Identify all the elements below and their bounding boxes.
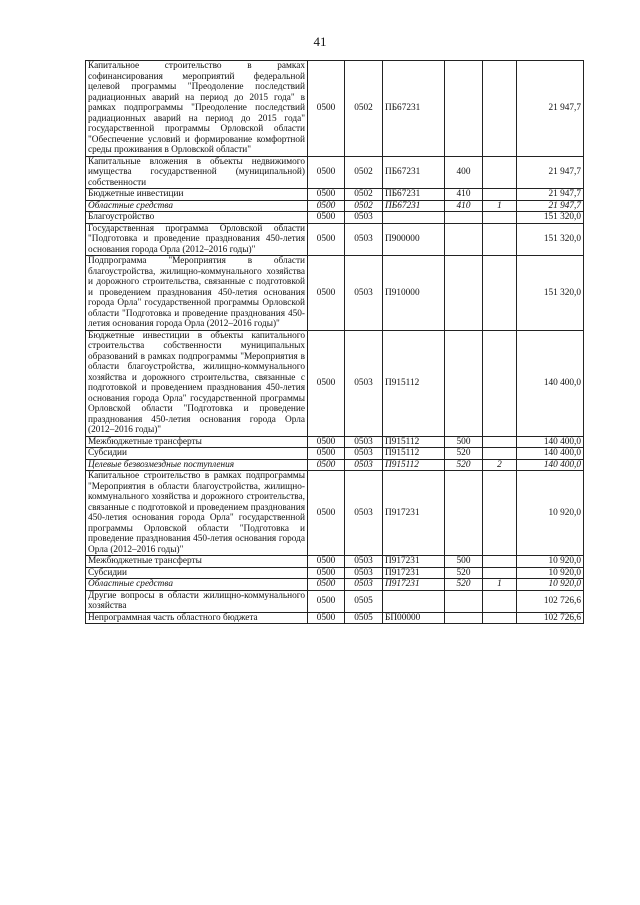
page-number: 41 — [313, 34, 327, 49]
row-expense-type: 520 — [445, 567, 483, 579]
row-target-article: П915112 — [383, 448, 445, 460]
row-target-article: П917231 — [383, 471, 445, 556]
row-expense-type — [445, 212, 483, 224]
row-target-article: БП00000 — [383, 612, 445, 624]
row-subsection-code: 0503 — [345, 330, 383, 436]
row-target-article — [383, 590, 445, 612]
row-name: Бюджетные инвестиции — [86, 189, 308, 201]
row-section-code: 0500 — [308, 471, 345, 556]
row-amount: 140 400,0 — [517, 448, 584, 460]
row-target-article: ПБ67231 — [383, 200, 445, 212]
row-name: Субсидии — [86, 448, 308, 460]
row-amount: 102 726,6 — [517, 590, 584, 612]
row-amount: 10 920,0 — [517, 579, 584, 591]
table-row — [86, 156, 584, 189]
row-name: Целевые безвозмездные поступления — [86, 459, 308, 471]
row-target-article: П900000 — [383, 223, 445, 256]
table-row — [86, 189, 584, 201]
row-name: Субсидии — [86, 567, 308, 579]
row-target-article: П915112 — [383, 459, 445, 471]
row-name: Другие вопросы в области жилищно-коммунального хозяйства — [86, 590, 308, 612]
row-expense-type: 400 — [445, 156, 483, 189]
row-expense-type: 410 — [445, 189, 483, 201]
row-source-code — [483, 471, 517, 556]
row-amount: 21 947,7 — [517, 156, 584, 189]
row-section-code: 0500 — [308, 156, 345, 189]
budget-table-body — [86, 61, 584, 624]
row-target-article: П915112 — [383, 330, 445, 436]
row-amount: 151 320,0 — [517, 223, 584, 256]
row-target-article: ПБ67231 — [383, 189, 445, 201]
row-name: Межбюджетные трансферты — [86, 436, 308, 448]
row-amount: 140 400,0 — [517, 436, 584, 448]
row-subsection-code: 0503 — [345, 436, 383, 448]
table-row — [86, 200, 584, 212]
row-section-code: 0500 — [308, 459, 345, 471]
table-row — [86, 256, 584, 331]
table-row — [86, 471, 584, 556]
row-section-code: 0500 — [308, 61, 345, 157]
table-row — [86, 459, 584, 471]
row-section-code: 0500 — [308, 590, 345, 612]
row-amount: 10 920,0 — [517, 556, 584, 568]
row-subsection-code: 0503 — [345, 556, 383, 568]
row-subsection-code: 0502 — [345, 156, 383, 189]
row-expense-type — [445, 61, 483, 157]
row-name: Бюджетные инвестиции в объекты капитального строительства собственности муниципальных образований в рамках подпрограммы "Мероприятия в области благоустройства, жилищно-коммунального хозяйства и дорожного строительства, связанные с подготовкой и проведением празднования 450-летия основания города Орла" государственной программы Орловской области "Подготовка и проведение празднования 450-летия основания города Орла (2012–2016 годы)" — [86, 330, 308, 436]
row-source-code — [483, 612, 517, 624]
row-expense-type — [445, 471, 483, 556]
row-amount: 21 947,7 — [517, 200, 584, 212]
row-source-code — [483, 189, 517, 201]
row-expense-type — [445, 590, 483, 612]
table-row — [86, 330, 584, 436]
row-name: Непрограммная часть областного бюджета — [86, 612, 308, 624]
row-subsection-code: 0503 — [345, 256, 383, 331]
table-row — [86, 436, 584, 448]
row-section-code: 0500 — [308, 189, 345, 201]
row-source-code — [483, 223, 517, 256]
table-row — [86, 612, 584, 624]
row-subsection-code: 0503 — [345, 212, 383, 224]
row-expense-type: 520 — [445, 459, 483, 471]
row-name: Подпрограмма "Мероприятия в области благоустройства, жилищно-коммунального хозяйства и дорожного строительства, связанные с подготовкой и проведением празднования 450-летия основания города Орла" государственной программы Орловской области "Подготовка и проведение празднования 450-летия основания города Орла (2012–2016 годы)" — [86, 256, 308, 331]
row-section-code: 0500 — [308, 212, 345, 224]
row-target-article: П910000 — [383, 256, 445, 331]
row-expense-type: 500 — [445, 436, 483, 448]
row-source-code — [483, 448, 517, 460]
row-expense-type — [445, 612, 483, 624]
row-expense-type — [445, 223, 483, 256]
row-name: Капитальное строительство в рамках подпрограммы "Мероприятия в области благоустройства, жилищно-коммунального хозяйства и дорожного строительства, связанные с подготовкой и проведением празднования 450-летия основания города Орла" государственной программы Орловской области "Подготовка и проведение празднования 450-летия основания города Орла (2012–2016 годы)" — [86, 471, 308, 556]
row-name: Областные средства — [86, 579, 308, 591]
row-section-code: 0500 — [308, 436, 345, 448]
row-subsection-code: 0505 — [345, 612, 383, 624]
row-subsection-code: 0505 — [345, 590, 383, 612]
row-subsection-code: 0503 — [345, 471, 383, 556]
row-source-code — [483, 567, 517, 579]
row-name: Капитальное строительство в рамках софинансирования мероприятий федеральной целевой программы "Преодоление последствий радиационных аварий на период до 2015 года" в рамках подпрограммы "Преодоление последствий радиационных аварий на период до 2015 года" государственной программы Орловской области "Обеспечение условий и формирование комфортной среды проживания в Орловской области" — [86, 61, 308, 157]
row-expense-type: 500 — [445, 556, 483, 568]
table-row — [86, 579, 584, 591]
row-expense-type: 520 — [445, 579, 483, 591]
row-target-article: ПБ67231 — [383, 61, 445, 157]
table-row — [86, 212, 584, 224]
row-target-article: П915112 — [383, 436, 445, 448]
row-section-code: 0500 — [308, 200, 345, 212]
row-source-code: 1 — [483, 579, 517, 591]
row-amount: 21 947,7 — [517, 61, 584, 157]
row-name: Областные средства — [86, 200, 308, 212]
row-target-article: П917231 — [383, 556, 445, 568]
table-row — [86, 448, 584, 460]
row-target-article: П917231 — [383, 567, 445, 579]
row-section-code: 0500 — [308, 256, 345, 331]
row-amount: 151 320,0 — [517, 256, 584, 331]
row-source-code — [483, 256, 517, 331]
row-section-code: 0500 — [308, 567, 345, 579]
table-row — [86, 61, 584, 157]
row-expense-type: 410 — [445, 200, 483, 212]
row-section-code: 0500 — [308, 556, 345, 568]
row-amount: 151 320,0 — [517, 212, 584, 224]
row-source-code — [483, 556, 517, 568]
row-amount: 102 726,6 — [517, 612, 584, 624]
row-expense-type: 520 — [445, 448, 483, 460]
row-name: Благоустройство — [86, 212, 308, 224]
row-source-code — [483, 436, 517, 448]
row-section-code: 0500 — [308, 579, 345, 591]
table-row — [86, 223, 584, 256]
table-row — [86, 590, 584, 612]
row-subsection-code: 0503 — [345, 567, 383, 579]
row-amount: 140 400,0 — [517, 459, 584, 471]
row-subsection-code: 0502 — [345, 61, 383, 157]
budget-table — [85, 60, 584, 624]
table-row — [86, 567, 584, 579]
table-row — [86, 556, 584, 568]
row-source-code — [483, 212, 517, 224]
row-subsection-code: 0502 — [345, 189, 383, 201]
row-subsection-code: 0503 — [345, 459, 383, 471]
row-source-code — [483, 590, 517, 612]
row-source-code: 2 — [483, 459, 517, 471]
row-amount: 140 400,0 — [517, 330, 584, 436]
row-name: Капитальные вложения в объекты недвижимого имущества государственной (муниципальной) собственности — [86, 156, 308, 189]
row-target-article — [383, 212, 445, 224]
row-expense-type — [445, 330, 483, 436]
row-subsection-code: 0503 — [345, 448, 383, 460]
row-source-code: 1 — [483, 200, 517, 212]
row-target-article: ПБ67231 — [383, 156, 445, 189]
row-amount: 21 947,7 — [517, 189, 584, 201]
row-amount: 10 920,0 — [517, 471, 584, 556]
row-name: Межбюджетные трансферты — [86, 556, 308, 568]
row-name: Государственная программа Орловской области "Подготовка и проведение празднования 450-летия основания города Орла (2012–2016 годы)" — [86, 223, 308, 256]
row-section-code: 0500 — [308, 448, 345, 460]
row-amount: 10 920,0 — [517, 567, 584, 579]
row-source-code — [483, 330, 517, 436]
row-target-article: П917231 — [383, 579, 445, 591]
row-subsection-code: 0503 — [345, 223, 383, 256]
row-source-code — [483, 61, 517, 157]
row-section-code: 0500 — [308, 223, 345, 256]
row-section-code: 0500 — [308, 612, 345, 624]
row-source-code — [483, 156, 517, 189]
row-subsection-code: 0503 — [345, 579, 383, 591]
row-section-code: 0500 — [308, 330, 345, 436]
row-subsection-code: 0502 — [345, 200, 383, 212]
row-expense-type — [445, 256, 483, 331]
